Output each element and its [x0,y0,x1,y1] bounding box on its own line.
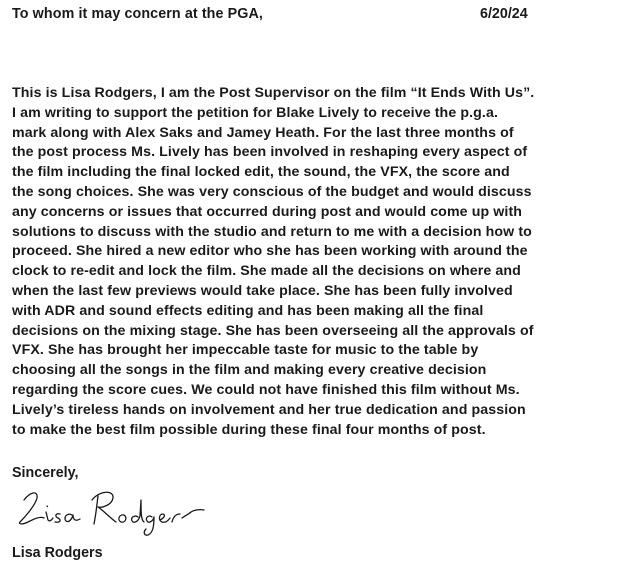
body-line: mark along with Alex Saks and Jamey Heath. For the last three months of [12,124,514,141]
body-line: I am writing to support the petition for Blake Lively to receive the p.g.a. [12,104,499,121]
body-line: the post process Ms. Lively has been involved in reshaping every aspect of [12,144,528,161]
body-line: the song choices. She was very conscious of the budget and would discuss [12,183,532,200]
salutation: To whom it may concern at the PGA, [12,6,263,22]
body-line: Lively’s tireless hands on involvement and her true dedication and passion [12,401,526,418]
closing: Sincerely, [12,465,79,481]
body-line: any concerns or issues that occurred during post and would come up with [12,203,523,220]
body-line: with ADR and sound effects editing and has been making all the final [12,302,484,319]
handwritten-signature [10,482,210,540]
signer-name: Lisa Rodgers [12,545,103,561]
body-line: decisions on the mixing stage. She has been overseeing all the approvals of [12,322,534,339]
body-line: the film including the final locked edit, the sound, the VFX, the score and [12,164,510,181]
letter-body [12,84,612,440]
body-line: proceed. She hired a new editor who she has been working with around the [12,243,528,260]
body-line: when the last few previews would take place. She has been fully involved [12,282,513,299]
body-line: choosing all the songs in the film and making every creative decision [12,362,487,379]
body-line: to make the best film possible during these final four months of post. [12,421,486,438]
body-line: clock to re-edit and lock the film. She made all the decisions on where and [12,263,521,280]
body-line: This is Lisa Rodgers, I am the Post Supervisor on the film “It Ends With Us”. [12,85,535,101]
letter-date: 6/20/24 [480,6,528,22]
body-line: regarding the score cues. We could not have finished this film without Ms. [12,381,520,398]
body-line: VFX. She has brought her impeccable taste for music to the table by [12,342,479,359]
body-line: solutions to discuss with the studio and return to me with a decision how to [12,223,532,240]
